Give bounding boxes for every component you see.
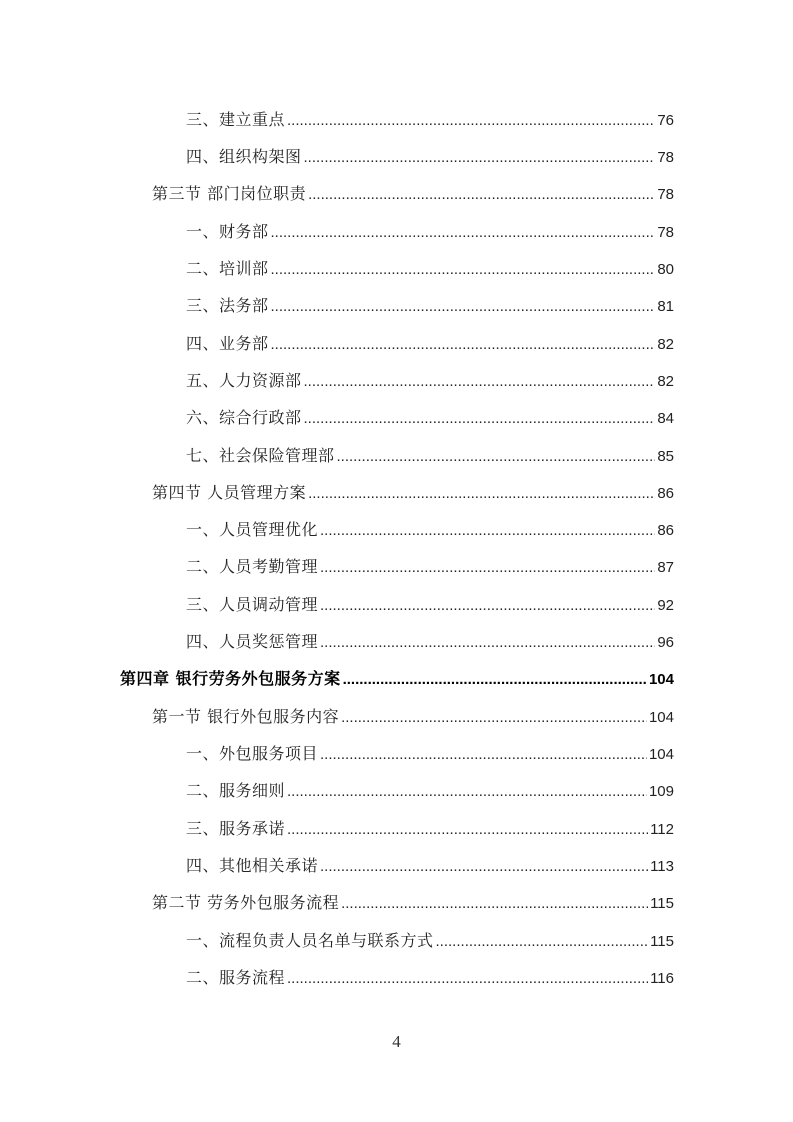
toc-entry[interactable] — [186, 817, 674, 841]
toc-leader-dots — [304, 146, 656, 170]
toc-leader-dots — [436, 930, 649, 954]
toc-entry-title: 七、社会保险管理部 — [186, 446, 335, 465]
toc-entry-title: 二、培训部 — [186, 259, 269, 278]
toc-entry-title: 三、人员调动管理 — [186, 595, 319, 614]
toc-leader-dots — [320, 556, 655, 580]
toc-entry-page: 87 — [657, 559, 674, 576]
toc-entry[interactable] — [186, 779, 674, 803]
toc-entry-title: 一、人员管理优化 — [186, 520, 319, 539]
toc-entry-page: 80 — [657, 261, 674, 278]
toc-entry-section[interactable] — [152, 481, 674, 505]
toc-entry-page: 115 — [650, 933, 674, 950]
toc-entry-title: 第三节 部门岗位职责 — [152, 184, 307, 203]
toc-entry-title: 四、组织构架图 — [186, 147, 302, 166]
toc-entry-page: 104 — [648, 746, 674, 763]
toc-entry-title: 三、法务部 — [186, 296, 269, 315]
toc-entry-page: 82 — [657, 373, 674, 390]
toc-entry-page: 76 — [657, 112, 674, 129]
toc-leader-dots — [271, 333, 656, 357]
page-number: 4 — [392, 1032, 401, 1051]
toc-entry[interactable] — [186, 444, 674, 468]
toc-entry-page: 104 — [648, 671, 674, 688]
toc-entry-title: 四、其他相关承诺 — [186, 856, 319, 875]
toc-entry-title: 一、外包服务项目 — [186, 744, 319, 763]
toc-leader-dots — [271, 258, 656, 282]
toc-entry[interactable] — [186, 257, 674, 281]
toc-entry-page: 78 — [657, 149, 674, 166]
toc-entry-page: 86 — [657, 522, 674, 539]
toc-entry-page: 116 — [650, 970, 674, 987]
toc-entry-page: 112 — [650, 821, 674, 838]
toc-entry[interactable] — [186, 332, 674, 356]
toc-entry-title: 一、财务部 — [186, 222, 269, 241]
toc-leader-dots — [287, 967, 648, 991]
toc-leader-dots — [343, 668, 647, 692]
toc-entry-page: 82 — [657, 336, 674, 353]
toc-entry-title: 二、服务流程 — [186, 968, 286, 987]
toc-entry-title: 二、服务细则 — [186, 781, 286, 800]
toc-entry-section[interactable] — [152, 891, 674, 915]
toc-entry[interactable] — [186, 145, 674, 169]
toc-entry-title: 五、人力资源部 — [186, 371, 302, 390]
toc-entry-title: 二、人员考勤管理 — [186, 557, 319, 576]
toc-leader-dots — [341, 892, 648, 916]
toc-entry-page: 92 — [657, 597, 674, 614]
toc-entry[interactable] — [186, 518, 674, 542]
toc-leader-dots — [287, 818, 648, 842]
toc-leader-dots — [320, 743, 647, 767]
toc-entry-page: 113 — [650, 858, 674, 875]
toc-leader-dots — [271, 221, 656, 245]
toc-leader-dots — [304, 370, 656, 394]
toc-leader-dots — [320, 631, 655, 655]
toc-leader-dots — [337, 445, 656, 469]
toc-leader-dots — [287, 780, 647, 804]
toc-entry-title: 第四章 银行劳务外包服务方案 — [120, 669, 341, 688]
toc-entry[interactable] — [186, 555, 674, 579]
toc-entry-page: 115 — [650, 895, 674, 912]
toc-entry[interactable] — [186, 929, 674, 953]
toc-entry[interactable] — [186, 406, 674, 430]
toc-entry-title: 四、业务部 — [186, 334, 269, 353]
toc-entry-title: 三、服务承诺 — [186, 819, 286, 838]
toc-entry-chapter[interactable] — [120, 667, 674, 691]
toc-entry-title: 第四节 人员管理方案 — [152, 483, 307, 502]
toc-entry-title: 三、建立重点 — [186, 110, 286, 129]
toc-entry-page: 104 — [648, 709, 674, 726]
toc-leader-dots — [271, 295, 656, 319]
toc-entry[interactable] — [186, 630, 674, 654]
toc-entry[interactable] — [186, 294, 674, 318]
toc-entry[interactable] — [186, 108, 674, 132]
toc-entry-title: 一、流程负责人员名单与联系方式 — [186, 931, 434, 950]
toc-entry-section[interactable] — [152, 182, 674, 206]
toc-entry-title: 六、综合行政部 — [186, 408, 302, 427]
toc-entry-page: 84 — [657, 410, 674, 427]
toc-entry-page: 96 — [657, 634, 674, 651]
toc-leader-dots — [341, 706, 647, 730]
toc-entry[interactable] — [186, 854, 674, 878]
toc-entry-section[interactable] — [152, 705, 674, 729]
toc-entry[interactable] — [186, 593, 674, 617]
toc-entry-page: 81 — [657, 298, 674, 315]
toc-entry-page: 85 — [657, 448, 674, 465]
toc-entry[interactable] — [186, 369, 674, 393]
toc-leader-dots — [308, 482, 655, 506]
toc-entry-title: 第一节 银行外包服务内容 — [152, 707, 340, 726]
toc-leader-dots — [320, 594, 655, 618]
toc-entry-page: 78 — [657, 186, 674, 203]
toc-entry-title: 四、人员奖惩管理 — [186, 632, 319, 651]
toc-entry[interactable] — [186, 742, 674, 766]
toc-entry-title: 第二节 劳务外包服务流程 — [152, 893, 340, 912]
toc-entry-page: 109 — [648, 783, 674, 800]
toc-leader-dots — [320, 519, 655, 543]
toc-leader-dots — [304, 407, 656, 431]
toc-entry[interactable] — [186, 966, 674, 990]
toc-entry-page: 78 — [657, 224, 674, 241]
toc-leader-dots — [308, 183, 655, 207]
toc-leader-dots — [287, 109, 655, 133]
toc-entry[interactable] — [186, 220, 674, 244]
toc-leader-dots — [320, 855, 648, 879]
toc-entry-page: 86 — [657, 485, 674, 502]
